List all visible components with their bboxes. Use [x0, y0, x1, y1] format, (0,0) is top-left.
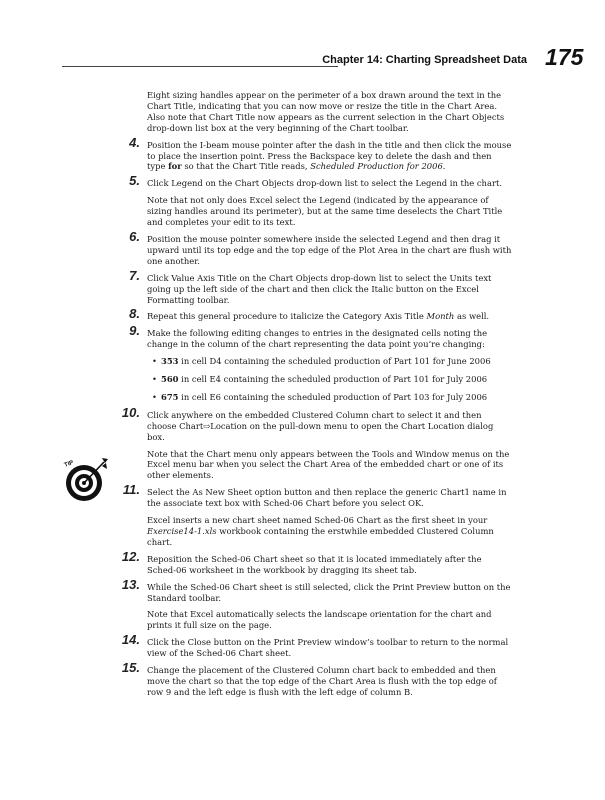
step-text: Click Value Axis Title on the Chart Objects drop-down list to select the Units text going up the left side of the chart and then click the Italic button on the Excel Formatting toolbar. [147, 272, 492, 305]
step-text: Make the following editing changes to entries in the designated cells noting the change in the column of the chart representing the data point you’re changing: [147, 328, 488, 350]
list-item [161, 356, 512, 367]
note-italic-text: Exercise14-1.xls [147, 526, 217, 536]
step-number: 7. [129, 267, 140, 283]
tip-label: TIP [63, 459, 75, 469]
step-text: as well. [454, 311, 490, 322]
intro-paragraph: Eight sizing handles appear on the perimeter of a box drawn around the text in the Chart Title, indicating that you can now move or resize the title in the Chart Area. Also note that Chart Title now appears as the current selection in the Chart Objects drop-down list box at the very beginning of the Chart toolbar. [147, 90, 505, 133]
step-7 [129, 267, 512, 306]
step-text: Position the I-beam mouse pointer after the dash in the title and then click the mouse to place the insertion point. Press the Backspace key to delete the dash and then type [147, 139, 512, 172]
step-number: 11. [122, 482, 140, 498]
step-text: Position the mouse pointer somewhere inside the selected Legend and then drag it upward until its top edge and the top edge of the Plot Area in the chart are flush with one another. [147, 233, 512, 266]
note-text: workbook containing the erstwhile embedded Clustered Column chart. [147, 526, 494, 547]
step-number: 8. [129, 306, 140, 322]
cell-value: 560 [161, 374, 179, 385]
step-number: 15. [121, 660, 140, 676]
step-9 [129, 323, 512, 403]
step-italic-text: Scheduled Production for 2006. [310, 161, 446, 172]
step-number: 5. [129, 173, 140, 189]
step-11 [122, 482, 512, 548]
step-text: Click Legend on the Chart Objects drop-down list to select the Legend in the chart. [147, 178, 502, 189]
page-number: 175 [545, 44, 584, 70]
step-6 [129, 228, 512, 267]
step-italic-text: Month [426, 311, 455, 322]
step-10 [121, 404, 512, 481]
step-14 [121, 632, 512, 659]
tip-target-icon [62, 453, 110, 505]
step-5 [129, 173, 512, 228]
cell-value: 675 [161, 391, 179, 402]
step-8 [129, 306, 512, 322]
list-item [161, 392, 512, 403]
step-text: so that the Chart Title reads, [181, 161, 311, 172]
step-4 [129, 134, 512, 173]
step-number: 10. [121, 404, 140, 420]
step-text: Repeat this general procedure to italicize the Category Axis Title [147, 311, 427, 322]
header-rule [62, 66, 338, 67]
list-item [161, 374, 512, 385]
step-number: 6. [129, 228, 140, 244]
step-number: 12. [121, 548, 140, 564]
list-item-text: in cell D4 containing the scheduled production of Part 101 for June 2006 [178, 356, 491, 367]
step-15 [121, 660, 512, 698]
step-text: Click anywhere on the embedded Clustered Column chart to select it and then choose Chart⇨Location on the pull-down menu to open the Chart Location dialog box. [147, 409, 494, 442]
step-number: 9. [129, 323, 140, 339]
edit-list [147, 356, 512, 403]
step-note: Note that not only does Excel select the Legend (indicated by the appearance of sizing handles around its perimeter), but at the same time deselects the Chart Title and completes your edit to its text. [147, 195, 503, 228]
step-number: 13. [121, 576, 140, 592]
step-text: Select the As New Sheet option button and then replace the generic Chart1 name in the associate text box with Sched-06 Chart before you select OK. [147, 487, 507, 509]
list-item-text: in cell E6 containing the scheduled production of Part 103 for July 2006 [178, 391, 488, 402]
list-item-text: in cell E4 containing the scheduled production of Part 101 for July 2006 [178, 374, 488, 385]
step-text: While the Sched-06 Chart sheet is still selected, click the Print Preview button on the Standard toolbar. [147, 581, 511, 603]
step-12 [121, 548, 512, 576]
step-13 [121, 576, 512, 632]
cell-value: 353 [161, 356, 179, 367]
step-number: 14. [121, 632, 140, 648]
note-text: Excel inserts a new chart sheet named Sched-06 Chart as the first sheet in your [147, 515, 488, 526]
step-text: Change the placement of the Clustered Column chart back to embedded and then move the chart so that the top edge of the Chart Area is flush with the top edge of row 9 and the left edge is flush with the left edge of column B. [147, 665, 497, 697]
step-text: Reposition the Sched-06 Chart sheet so that it is located immediately after the Sched-06 worksheet in the workbook by dragging its sheet tab. [147, 553, 482, 575]
step-bold-text: for [168, 161, 182, 172]
step-note: Note that the Chart menu only appears between the Tools and Window menus on the Excel menu bar when you select the Chart Area of the embedded chart or one of its other elements. [147, 448, 510, 481]
step-text: Click the Close button on the Print Preview window’s toolbar to return to the normal view of the Sched-06 Chart sheet. [147, 637, 509, 659]
step-number: 4. [129, 134, 140, 150]
step-note: Note that Excel automatically selects the landscape orientation for the chart and prints it full size on the page. [147, 609, 492, 631]
page-content [121, 90, 512, 704]
step-note [147, 515, 512, 548]
chapter-title: Chapter 14: Charting Spreadsheet Data [322, 54, 527, 66]
